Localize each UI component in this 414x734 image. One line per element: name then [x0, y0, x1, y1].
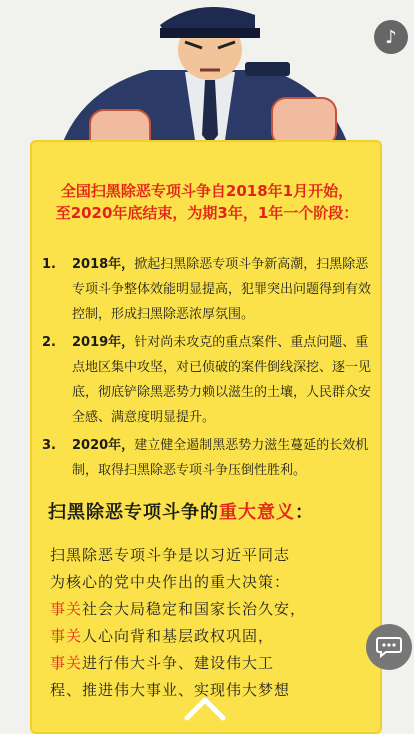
- info-board: [30, 140, 382, 734]
- chevron-up-icon[interactable]: [182, 688, 228, 728]
- significance-title-highlight: 重大意义: [219, 502, 295, 523]
- phase-year: 2020年，: [72, 438, 135, 453]
- phase-list: [42, 252, 372, 483]
- significance-title-prefix: 扫黑除恶专项斗争的: [48, 502, 219, 523]
- significance-line-3: [50, 596, 370, 623]
- phase-text: [72, 335, 371, 425]
- intro-text: [52, 180, 362, 224]
- line-rest: 进行伟大斗争、建设伟大工: [82, 654, 275, 672]
- phase-number: 3.: [42, 438, 56, 453]
- phase-text: [72, 438, 368, 478]
- intro-line-1: 全国扫黑除恶专项斗争自2018年1月开始，: [60, 182, 354, 200]
- phase-item-2019: [42, 330, 372, 430]
- phase-text: [72, 257, 371, 322]
- music-note-icon: ♪: [385, 26, 397, 48]
- phase-body: 建立健全遏制黑恶势力滋生蔓延的长效机制，取得扫黑除恶专项斗争压倒性胜利。: [72, 438, 369, 478]
- significance-line-6: 程、推进伟大事业、实现伟大梦想: [50, 681, 291, 699]
- significance-line-2: 为核心的党中央作出的重大决策：: [50, 573, 291, 591]
- phase-year: 2019年，: [72, 335, 135, 350]
- significance-line-4: [50, 623, 370, 650]
- line-rest: 社会大局稳定和国家长治久安，: [82, 600, 307, 618]
- phase-number: 2.: [42, 335, 56, 350]
- highlight-word: 事关: [50, 627, 83, 645]
- comment-button[interactable]: [366, 624, 412, 670]
- phase-number: 1.: [42, 257, 56, 272]
- significance-title-suffix: ：: [295, 502, 314, 523]
- highlight-word: 事关: [50, 600, 83, 618]
- highlight-word: 事关: [50, 654, 83, 672]
- significance-body: [50, 542, 370, 704]
- significance-line-5: [50, 650, 370, 677]
- phase-body: 掀起扫黑除恶专项斗争新高潮，扫黑除恶专项斗争整体效能明显提高，犯罪突出问题得到有效控制，形成扫黑除恶浓厚氛围。: [72, 257, 372, 322]
- police-officer-illustration: [0, 0, 414, 160]
- phase-item-2018: [42, 252, 372, 327]
- music-toggle-button[interactable]: [374, 20, 408, 54]
- significance-line-1: 扫黑除恶专项斗争是以习近平同志: [50, 546, 291, 564]
- line-rest: 人心向背和基层政权巩固，: [82, 627, 275, 645]
- significance-title: [48, 498, 368, 524]
- phase-body: 针对尚未攻克的重点案件、重点问题、重点地区集中攻坚，对已侦破的案件倒线深挖、逐一见底，彻底铲除黑恶势力赖以滋生的土壤，人民群众安全感、满意度明显提升。: [72, 335, 372, 425]
- phase-item-2020: [42, 433, 372, 483]
- phase-year: 2018年，: [72, 257, 135, 272]
- intro-line-2: 至2020年底结束，为期3年，1年一个阶段：: [55, 204, 359, 222]
- chat-bubble-icon: [376, 636, 402, 658]
